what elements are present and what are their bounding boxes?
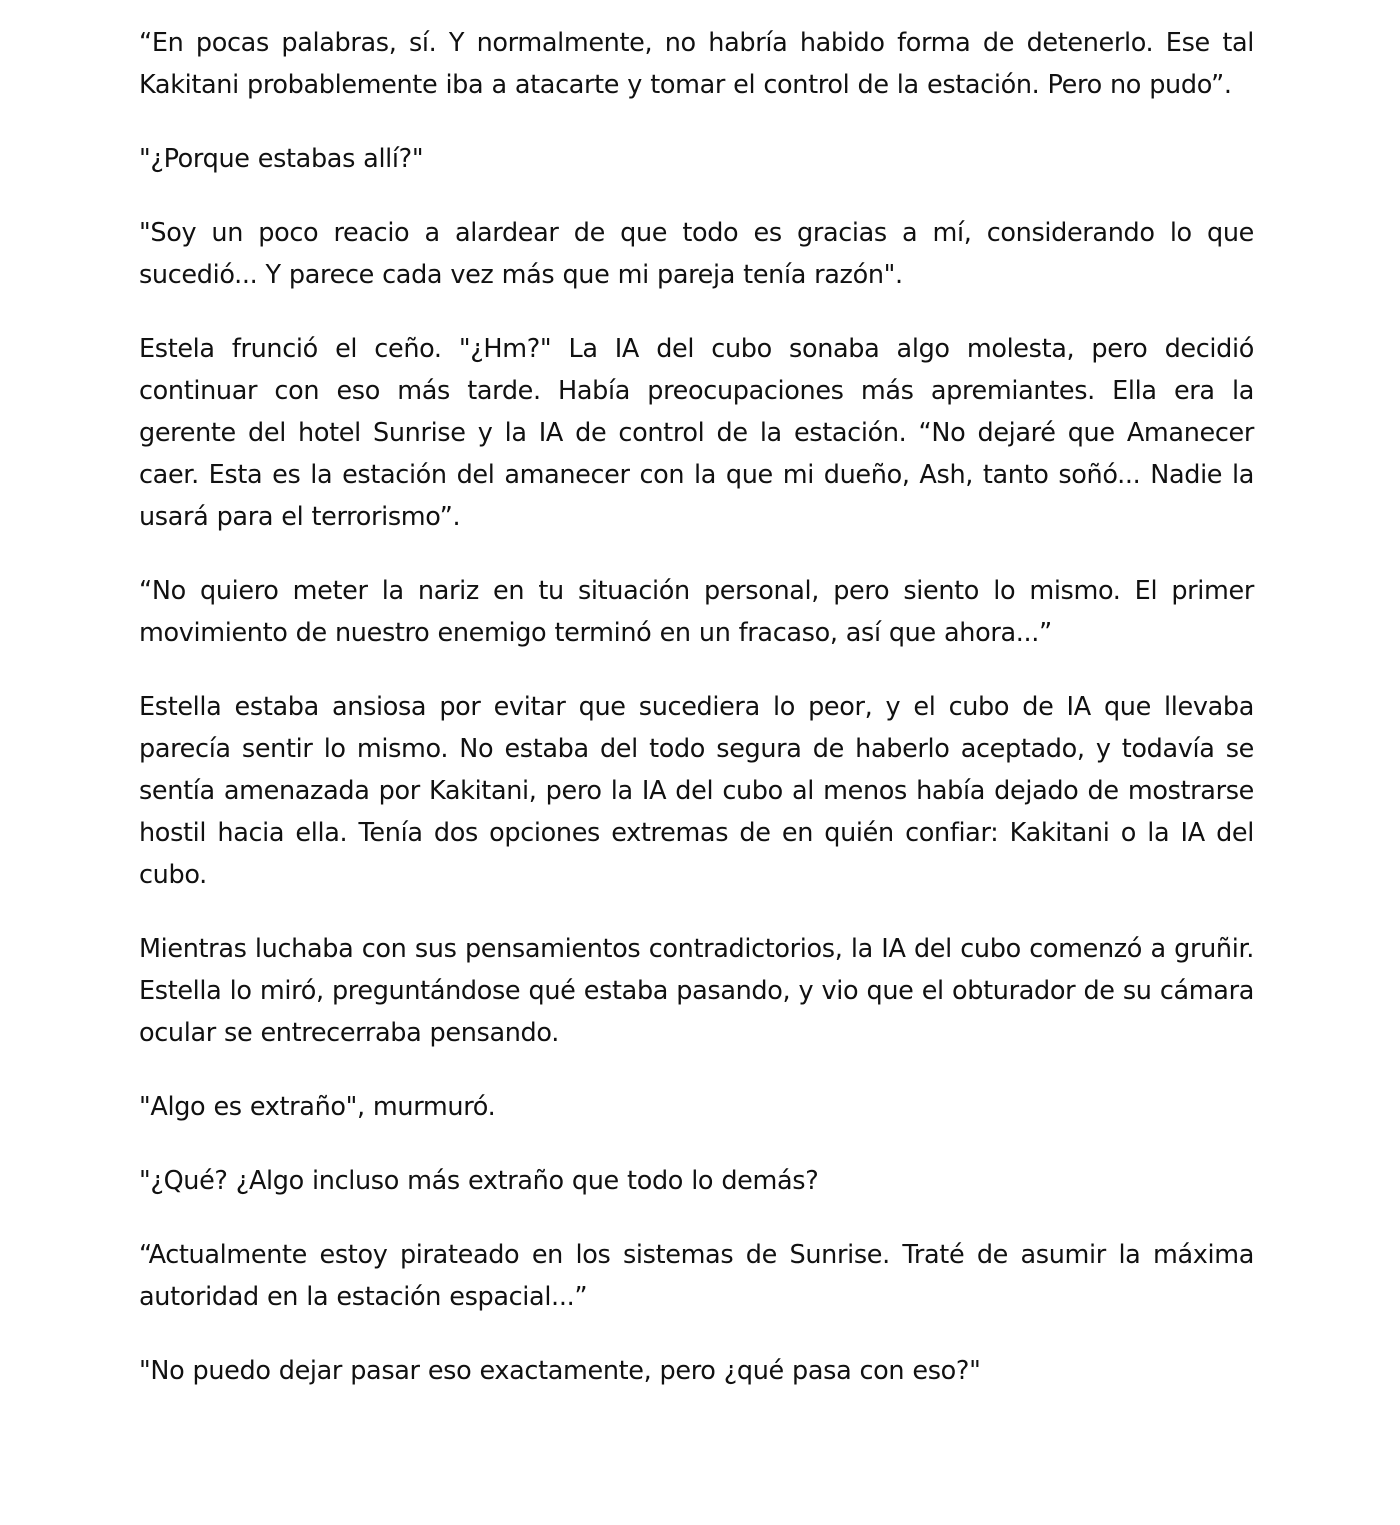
- paragraph-8: "Algo es extraño", murmuró.: [139, 1092, 496, 1122]
- paragraph-10: “Actualmente estoy pirateado en los sistemas de Sunrise. Traté de asumir la máxima autoridad en la estación espacial...”: [139, 1240, 1254, 1312]
- paragraph-2: "¿Porque estabas allí?": [139, 144, 424, 174]
- paragraph-5: “No quiero meter la nariz en tu situación personal, pero siento lo mismo. El primer movimiento de nuestro enemigo terminó en un fracaso, así que ahora...”: [139, 576, 1254, 648]
- paragraph-3: "Soy un poco reacio a alardear de que todo es gracias a mí, considerando lo que sucedió... Y parece cada vez más que mi pareja tenía razón".: [139, 218, 1254, 290]
- paragraph-9: "¿Qué? ¿Algo incluso más extraño que todo lo demás?: [139, 1166, 819, 1196]
- paragraph-6: Estella estaba ansiosa por evitar que sucediera lo peor, y el cubo de IA que llevaba parecía sentir lo mismo. No estaba del todo segura de haberlo aceptado, y todavía se sentía amenazada por Kakitani, pero la IA del cubo al menos había dejado de mostrarse hostil hacia ella. Tenía dos opciones extremas de en quién confiar: Kakitani o la IA del cubo.: [139, 692, 1254, 890]
- paragraph-4: Estela frunció el ceño. "¿Hm?" La IA del cubo sonaba algo molesta, pero decidió continuar con eso más tarde. Había preocupaciones más apremiantes. Ella era la gerente del hotel Sunrise y la IA de control de la estación. “No dejaré que Amanecer caer. Esta es la estación del amanecer con la que mi dueño, Ash, tanto soñó... Nadie la usará para el terrorismo”.: [139, 334, 1254, 532]
- paragraph-7: Mientras luchaba con sus pensamientos contradictorios, la IA del cubo comenzó a gruñir. Estella lo miró, preguntándose qué estaba pasando, y vio que el obturador de su cámara ocular se entrecerraba pensando.: [139, 934, 1254, 1048]
- paragraph-11: "No puedo dejar pasar eso exactamente, pero ¿qué pasa con eso?": [139, 1356, 981, 1386]
- paragraph-1: “En pocas palabras, sí. Y normalmente, no habría habido forma de detenerlo. Ese tal Kakitani probablemente iba a atacarte y tomar el control de la estación. Pero no pudo”.: [139, 28, 1254, 100]
